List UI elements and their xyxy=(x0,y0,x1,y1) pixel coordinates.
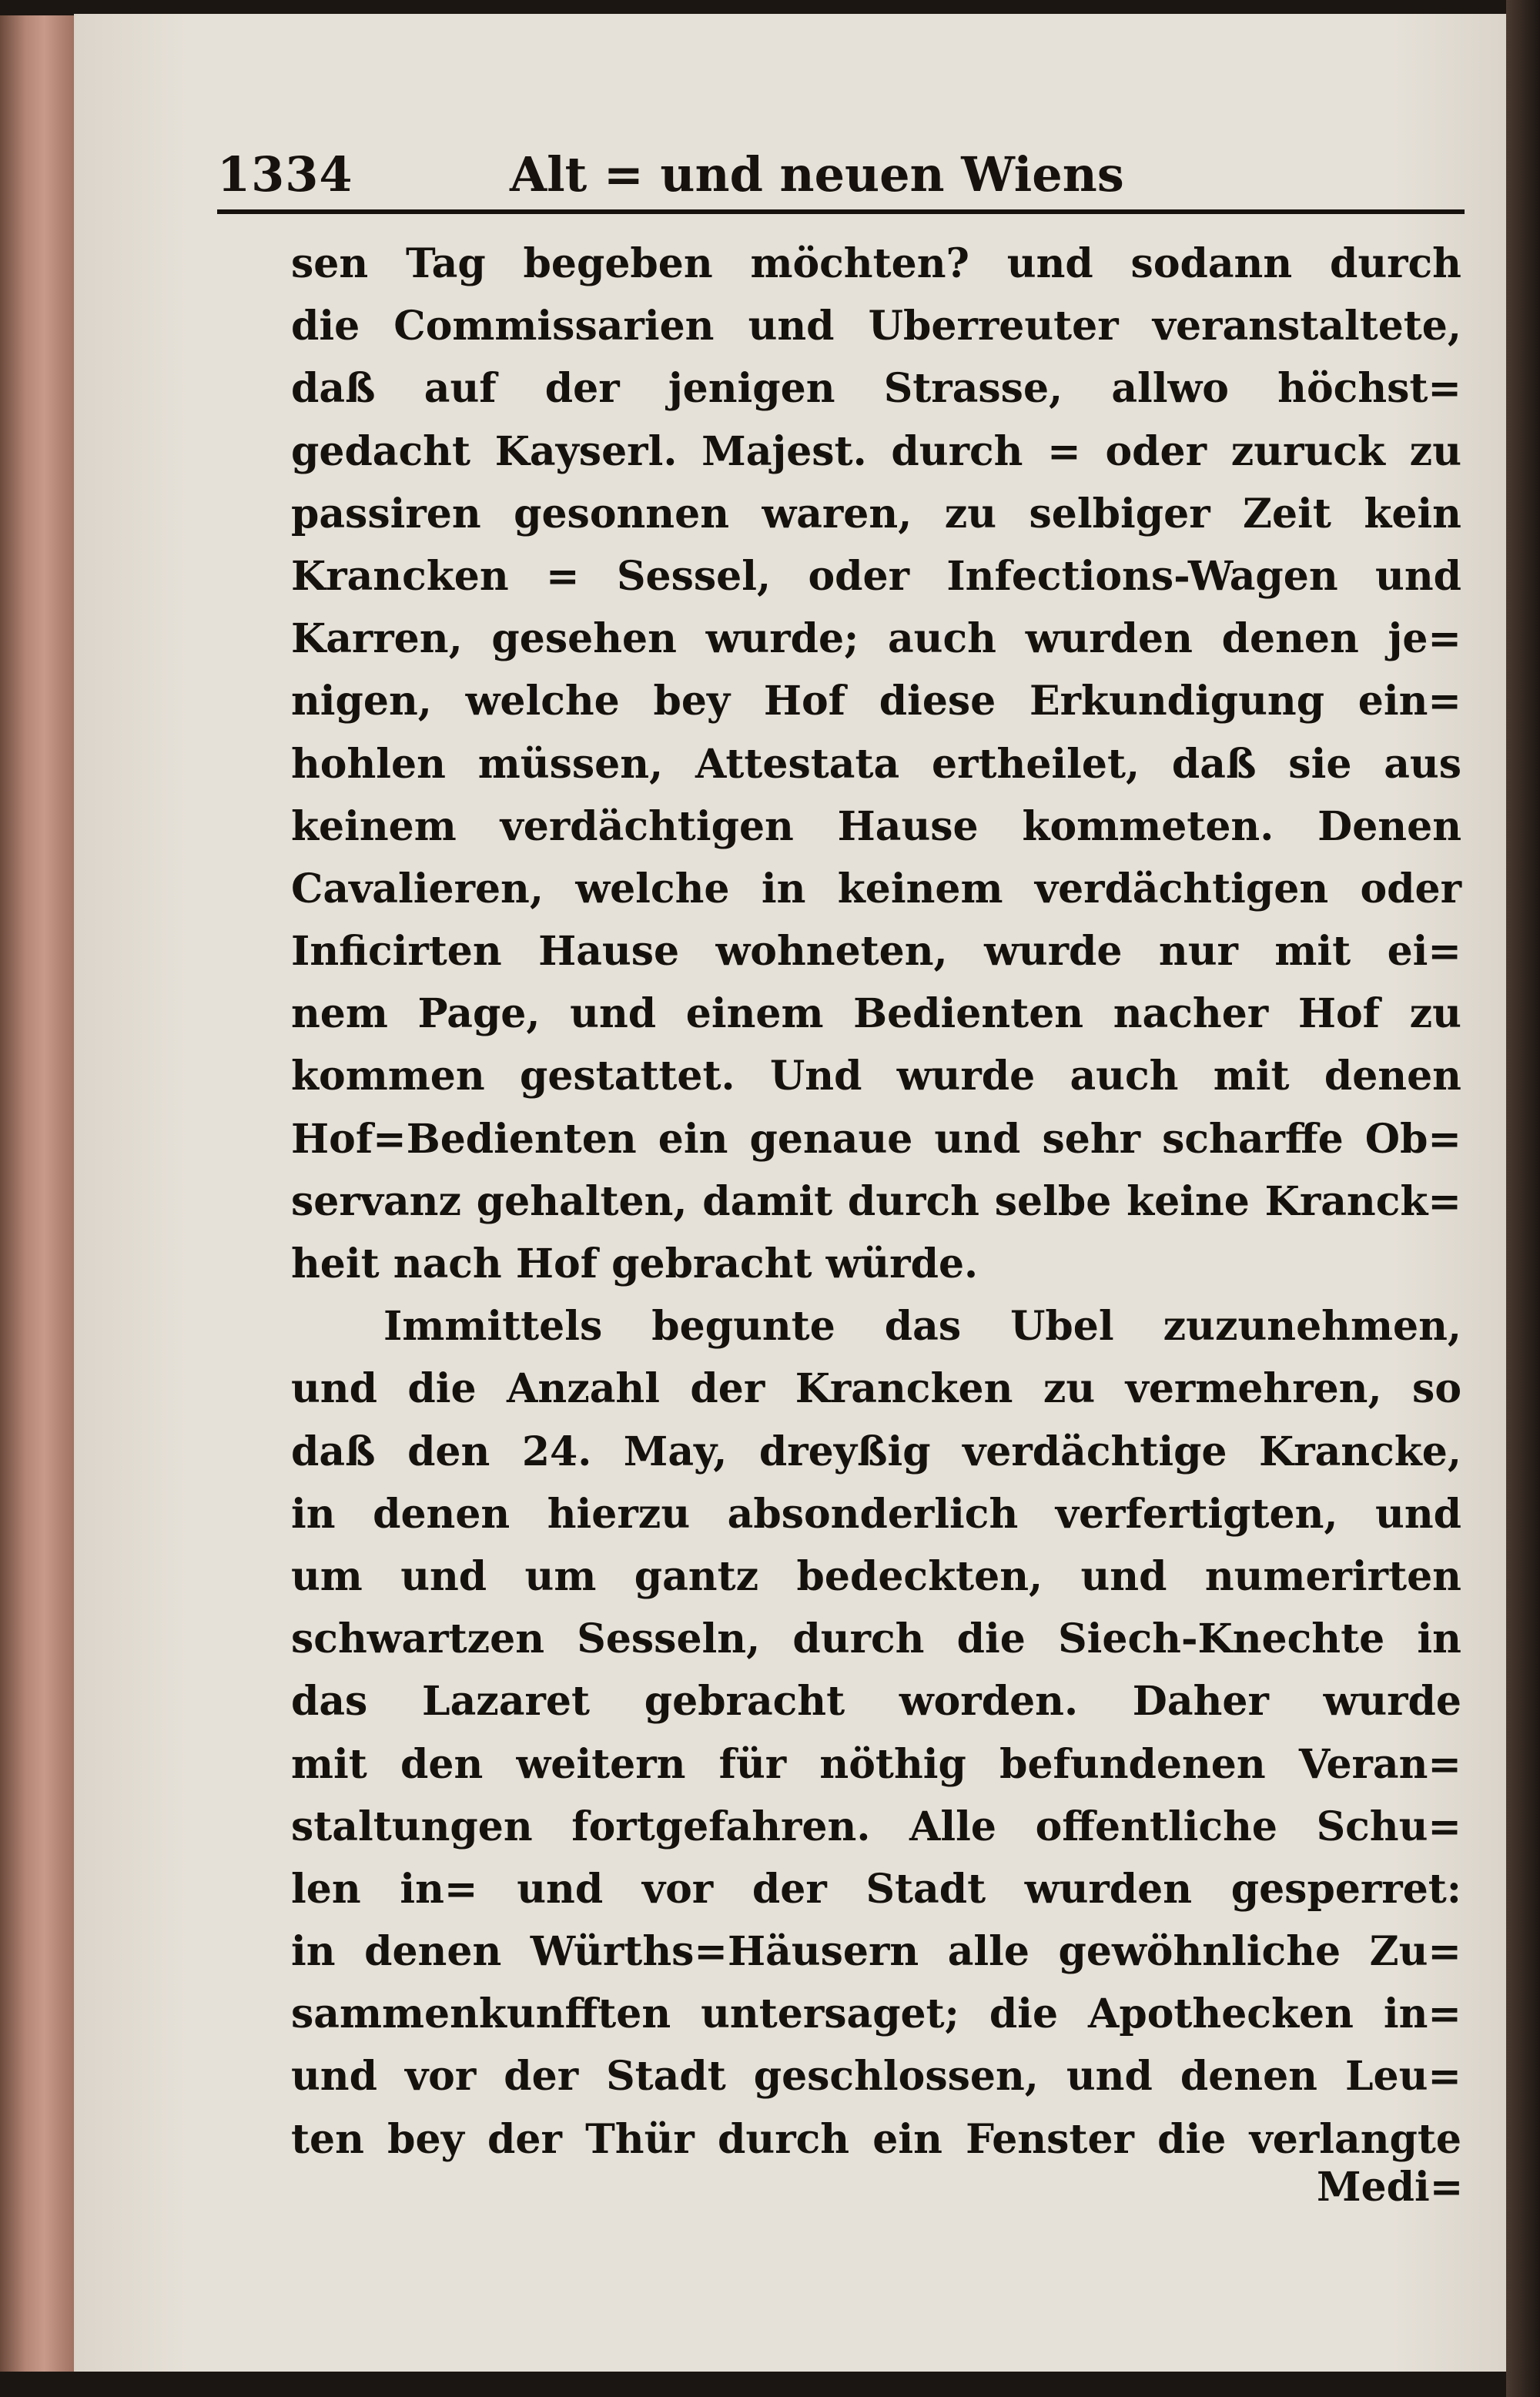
text-line: passiren gesonnen waren, zu selbiger Zeit kein xyxy=(291,490,1461,537)
catchword: Medi= xyxy=(1317,2164,1464,2211)
text-line: in denen hierzu absonderlich verfertigten, und xyxy=(291,1490,1461,1538)
text-line: und vor der Stadt geschlossen, und denen Leu= xyxy=(291,2053,1461,2101)
text-line: das Lazaret gebracht worden. Daher wurde xyxy=(291,1678,1461,1726)
page-header xyxy=(217,146,1465,216)
text-line: len in= und vor der Stadt wurden gesperret: xyxy=(291,1865,1461,1913)
text-line: hohlen müssen, Attestata ertheilet, daß sie aus xyxy=(291,740,1461,788)
text-line: und die Anzahl der Krancken zu vermehren, so xyxy=(291,1365,1461,1413)
text-line: schwartzen Sesseln, durch die Siech-Knechte in xyxy=(291,1615,1461,1663)
text-line: keinem verdächtigen Hause kommeten. Denen xyxy=(291,802,1461,850)
text-line: staltungen fortgefahren. Alle offentliche Schu= xyxy=(291,1803,1461,1850)
text-line: in denen Würths=Häusern alle gewöhnliche Zu= xyxy=(291,1928,1461,1976)
text-line: mit den weitern für nöthig befundenen Veran= xyxy=(291,1740,1461,1788)
text-line: sammenkunfften untersaget; die Apothecken in= xyxy=(291,1990,1461,2038)
text-line: daß den 24. May, dreyßig verdächtige Krancke, xyxy=(291,1428,1461,1475)
text-line: Krancken = Sessel, oder Infections-Wagen und xyxy=(291,552,1461,600)
text-line: um und um gantz bedeckten, und numerirten xyxy=(291,1552,1461,1600)
text-line: nem Page, und einem Bedienten nacher Hof zu xyxy=(291,990,1461,1038)
running-head: Alt = und neuen Wiens xyxy=(510,146,1124,203)
text-line: servanz gehalten, damit durch selbe keine Kranck= xyxy=(291,1177,1461,1225)
text-line: gedacht Kayserl. Majest. durch = oder zuruck zu xyxy=(291,427,1461,475)
text-line: Cavalieren, welche in keinem verdächtigen oder xyxy=(291,865,1461,912)
body-text xyxy=(291,233,1461,2171)
book-binding-edge xyxy=(1506,0,1540,2397)
text-line: Inficirten Hause wohneten, wurde nur mit ei= xyxy=(291,928,1461,976)
text-line: nigen, welche bey Hof diese Erkundigung ein= xyxy=(291,678,1461,725)
text-line: kommen gestattet. Und wurde auch mit denen xyxy=(291,1053,1461,1100)
text-line: Karren, gesehen wurde; auch wurden denen je= xyxy=(291,615,1461,663)
text-line: daß auf der jenigen Strasse, allwo höchst= xyxy=(291,365,1461,413)
text-line: heit nach Hof gebracht würde. xyxy=(291,1240,979,1287)
text-line: sen Tag begeben möchten? und sodann durch xyxy=(291,240,1461,287)
book-page-edges xyxy=(0,15,76,2372)
page-number: 1334 xyxy=(217,146,353,203)
text-line: Hof=Bedienten ein genaue und sehr scharffe Ob= xyxy=(291,1115,1461,1163)
header-rule xyxy=(217,209,1465,214)
text-line: ten bey der Thür durch ein Fenster die verlangte xyxy=(291,2115,1461,2163)
paragraph-first-line: Immittels begunte das Ubel zuzunehmen, xyxy=(383,1303,1461,1351)
text-line: die Commissarien und Uberreuter veranstaltete, xyxy=(291,303,1461,350)
